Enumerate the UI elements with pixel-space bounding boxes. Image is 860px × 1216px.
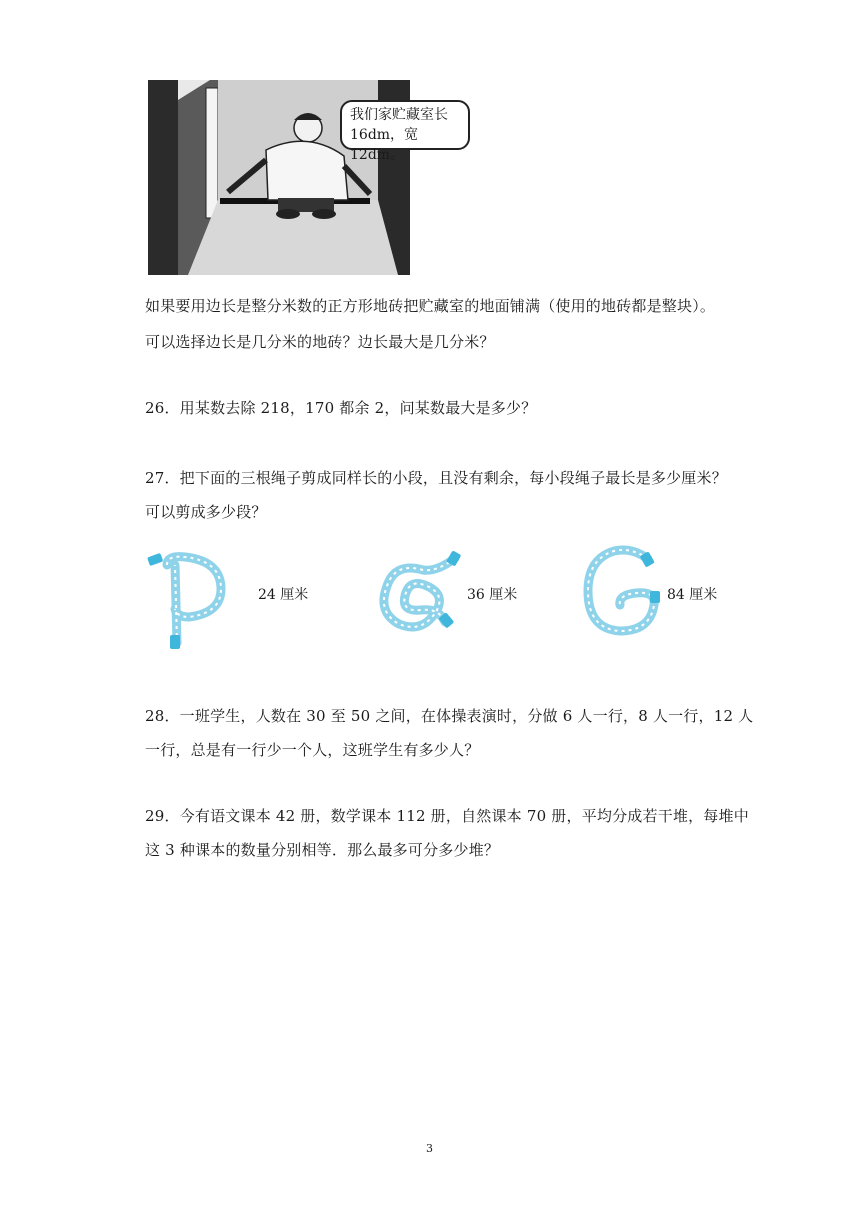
q26-line-1: 26．用某数去除 218，170 都余 2，问某数最大是多少？ (145, 399, 537, 417)
rope-label-84: 84 厘米 (667, 587, 718, 603)
rope-p-shape (145, 545, 235, 653)
rope-icon (145, 545, 235, 653)
q25-line-1: 如果要用边长是整分米数的正方形地砖把贮藏室的地面铺满（使用的地砖都是整块）。 (145, 297, 716, 315)
rope-icon (580, 545, 665, 640)
q27-line-2: 可以剪成多少段？ (145, 503, 267, 521)
rope-icon (365, 550, 465, 635)
rope-label-36: 36 厘米 (467, 587, 518, 603)
q29-line-2: 这 3 种课本的数量分别相等．那么最多可分多少堆？ (145, 841, 500, 859)
q28-line-2: 一行，总是有一行少一个人，这班学生有多少人？ (145, 741, 480, 759)
q27-line-1: 27．把下面的三根绳子剪成同样长的小段，且没有剩余，每小段绳子最长是多少厘米？ (145, 469, 727, 487)
speech-line-1: 我们家贮藏室长 (350, 107, 448, 123)
speech-bubble (340, 100, 470, 163)
page-number: 3 (426, 1142, 433, 1155)
rope-knot-shape (365, 550, 465, 635)
rope-g-shape (580, 545, 665, 640)
q28-line-1: 28．一班学生，人数在 30 至 50 之间，在体操表演时，分做 6 人一行，8 人一行，12 人 (145, 707, 754, 725)
q25-line-2: 可以选择边长是几分米的地砖？边长最大是几分米？ (145, 333, 495, 351)
rope-label-24: 24 厘米 (258, 587, 309, 603)
q29-line-1: 29．今有语文课本 42 册，数学课本 112 册，自然课本 70 册，平均分成若干堆，每堆中 (145, 807, 749, 825)
speech-line-2: 16dm，宽12dm。 (350, 127, 419, 163)
